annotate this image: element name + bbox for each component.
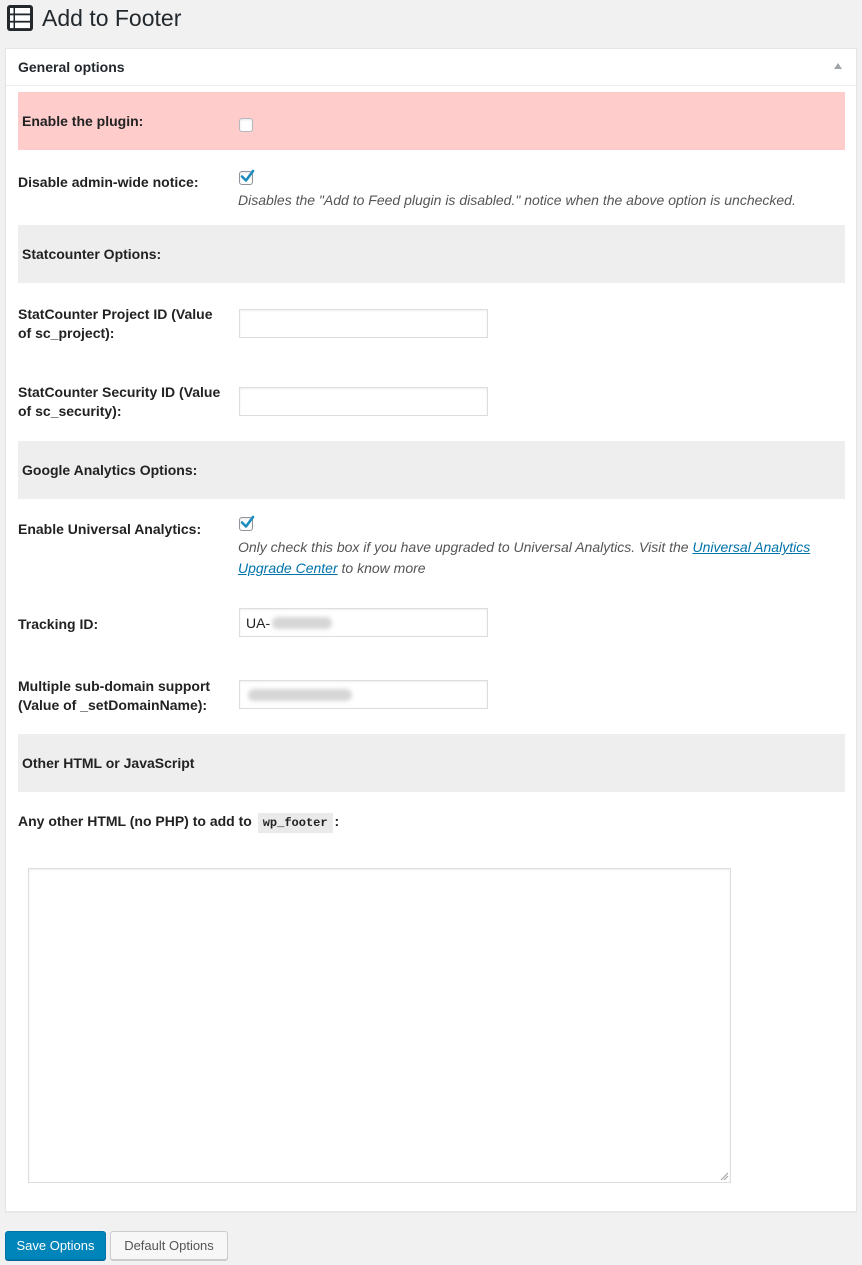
security-id-input[interactable] — [239, 387, 488, 416]
checkmark-icon — [239, 168, 256, 185]
universal-desc-after: to know more — [337, 560, 426, 576]
wp-footer-code: wp_footer — [258, 813, 333, 833]
disable-notice-label: Disable admin-wide notice: — [18, 174, 199, 190]
other-html-heading-text: Other HTML or JavaScript — [22, 755, 195, 771]
layout-icon — [6, 4, 34, 32]
tracking-id-input[interactable] — [239, 608, 488, 637]
analytics-section-heading — [18, 441, 845, 499]
resize-grip-icon[interactable] — [719, 1171, 729, 1181]
redacted-blur — [272, 617, 332, 629]
enable-plugin-label: Enable the plugin: — [22, 113, 144, 129]
other-html-label — [18, 812, 518, 833]
enable-plugin-row — [18, 92, 845, 150]
page-title: Add to Footer — [42, 4, 182, 31]
universal-analytics-checkbox[interactable] — [239, 517, 253, 531]
universal-analytics-label: Enable Universal Analytics: — [18, 521, 202, 537]
save-options-button[interactable]: Save Options — [5, 1231, 106, 1260]
enable-plugin-checkbox[interactable] — [239, 118, 253, 132]
subdomain-input[interactable] — [239, 680, 488, 709]
tracking-id-label: Tracking ID: — [18, 616, 99, 632]
statcounter-heading-text: Statcounter Options: — [22, 246, 162, 262]
default-options-button[interactable]: Default Options — [110, 1231, 228, 1260]
tracking-id-value: UA- — [246, 614, 271, 631]
disable-notice-checkbox[interactable] — [239, 171, 253, 185]
project-id-label: StatCounter Project ID (Value of sc_project): — [18, 306, 213, 341]
page-header — [6, 2, 181, 34]
security-id-label: StatCounter Security ID (Value of sc_security): — [18, 384, 221, 419]
panel-header[interactable] — [6, 49, 856, 86]
disable-notice-description: Disables the "Add to Feed plugin is disabled." notice when the above option is unchecked. — [238, 192, 796, 208]
statcounter-section-heading — [18, 225, 845, 283]
analytics-heading-text: Google Analytics Options: — [22, 462, 198, 478]
universal-analytics-description — [238, 537, 828, 579]
universal-desc-before: Only check this box if you have upgraded to Universal Analytics. Visit the — [238, 539, 693, 555]
checkmark-icon — [239, 514, 256, 531]
collapse-arrow-icon[interactable] — [834, 63, 842, 69]
upgrade-center-link[interactable]: Universal Analytics Upgrade Center — [238, 539, 811, 576]
other-html-section-heading — [18, 734, 845, 792]
other-html-textarea[interactable] — [28, 868, 731, 1183]
general-options-panel — [5, 48, 857, 1212]
other-html-label-before: Any other HTML (no PHP) to add to — [18, 813, 256, 829]
subdomain-label: Multiple sub-domain support (Value of _setDomainName): — [18, 678, 211, 713]
project-id-input[interactable] — [239, 309, 488, 338]
redacted-blur — [248, 689, 352, 701]
other-html-label-after: : — [334, 813, 340, 829]
panel-title: General options — [18, 59, 125, 75]
